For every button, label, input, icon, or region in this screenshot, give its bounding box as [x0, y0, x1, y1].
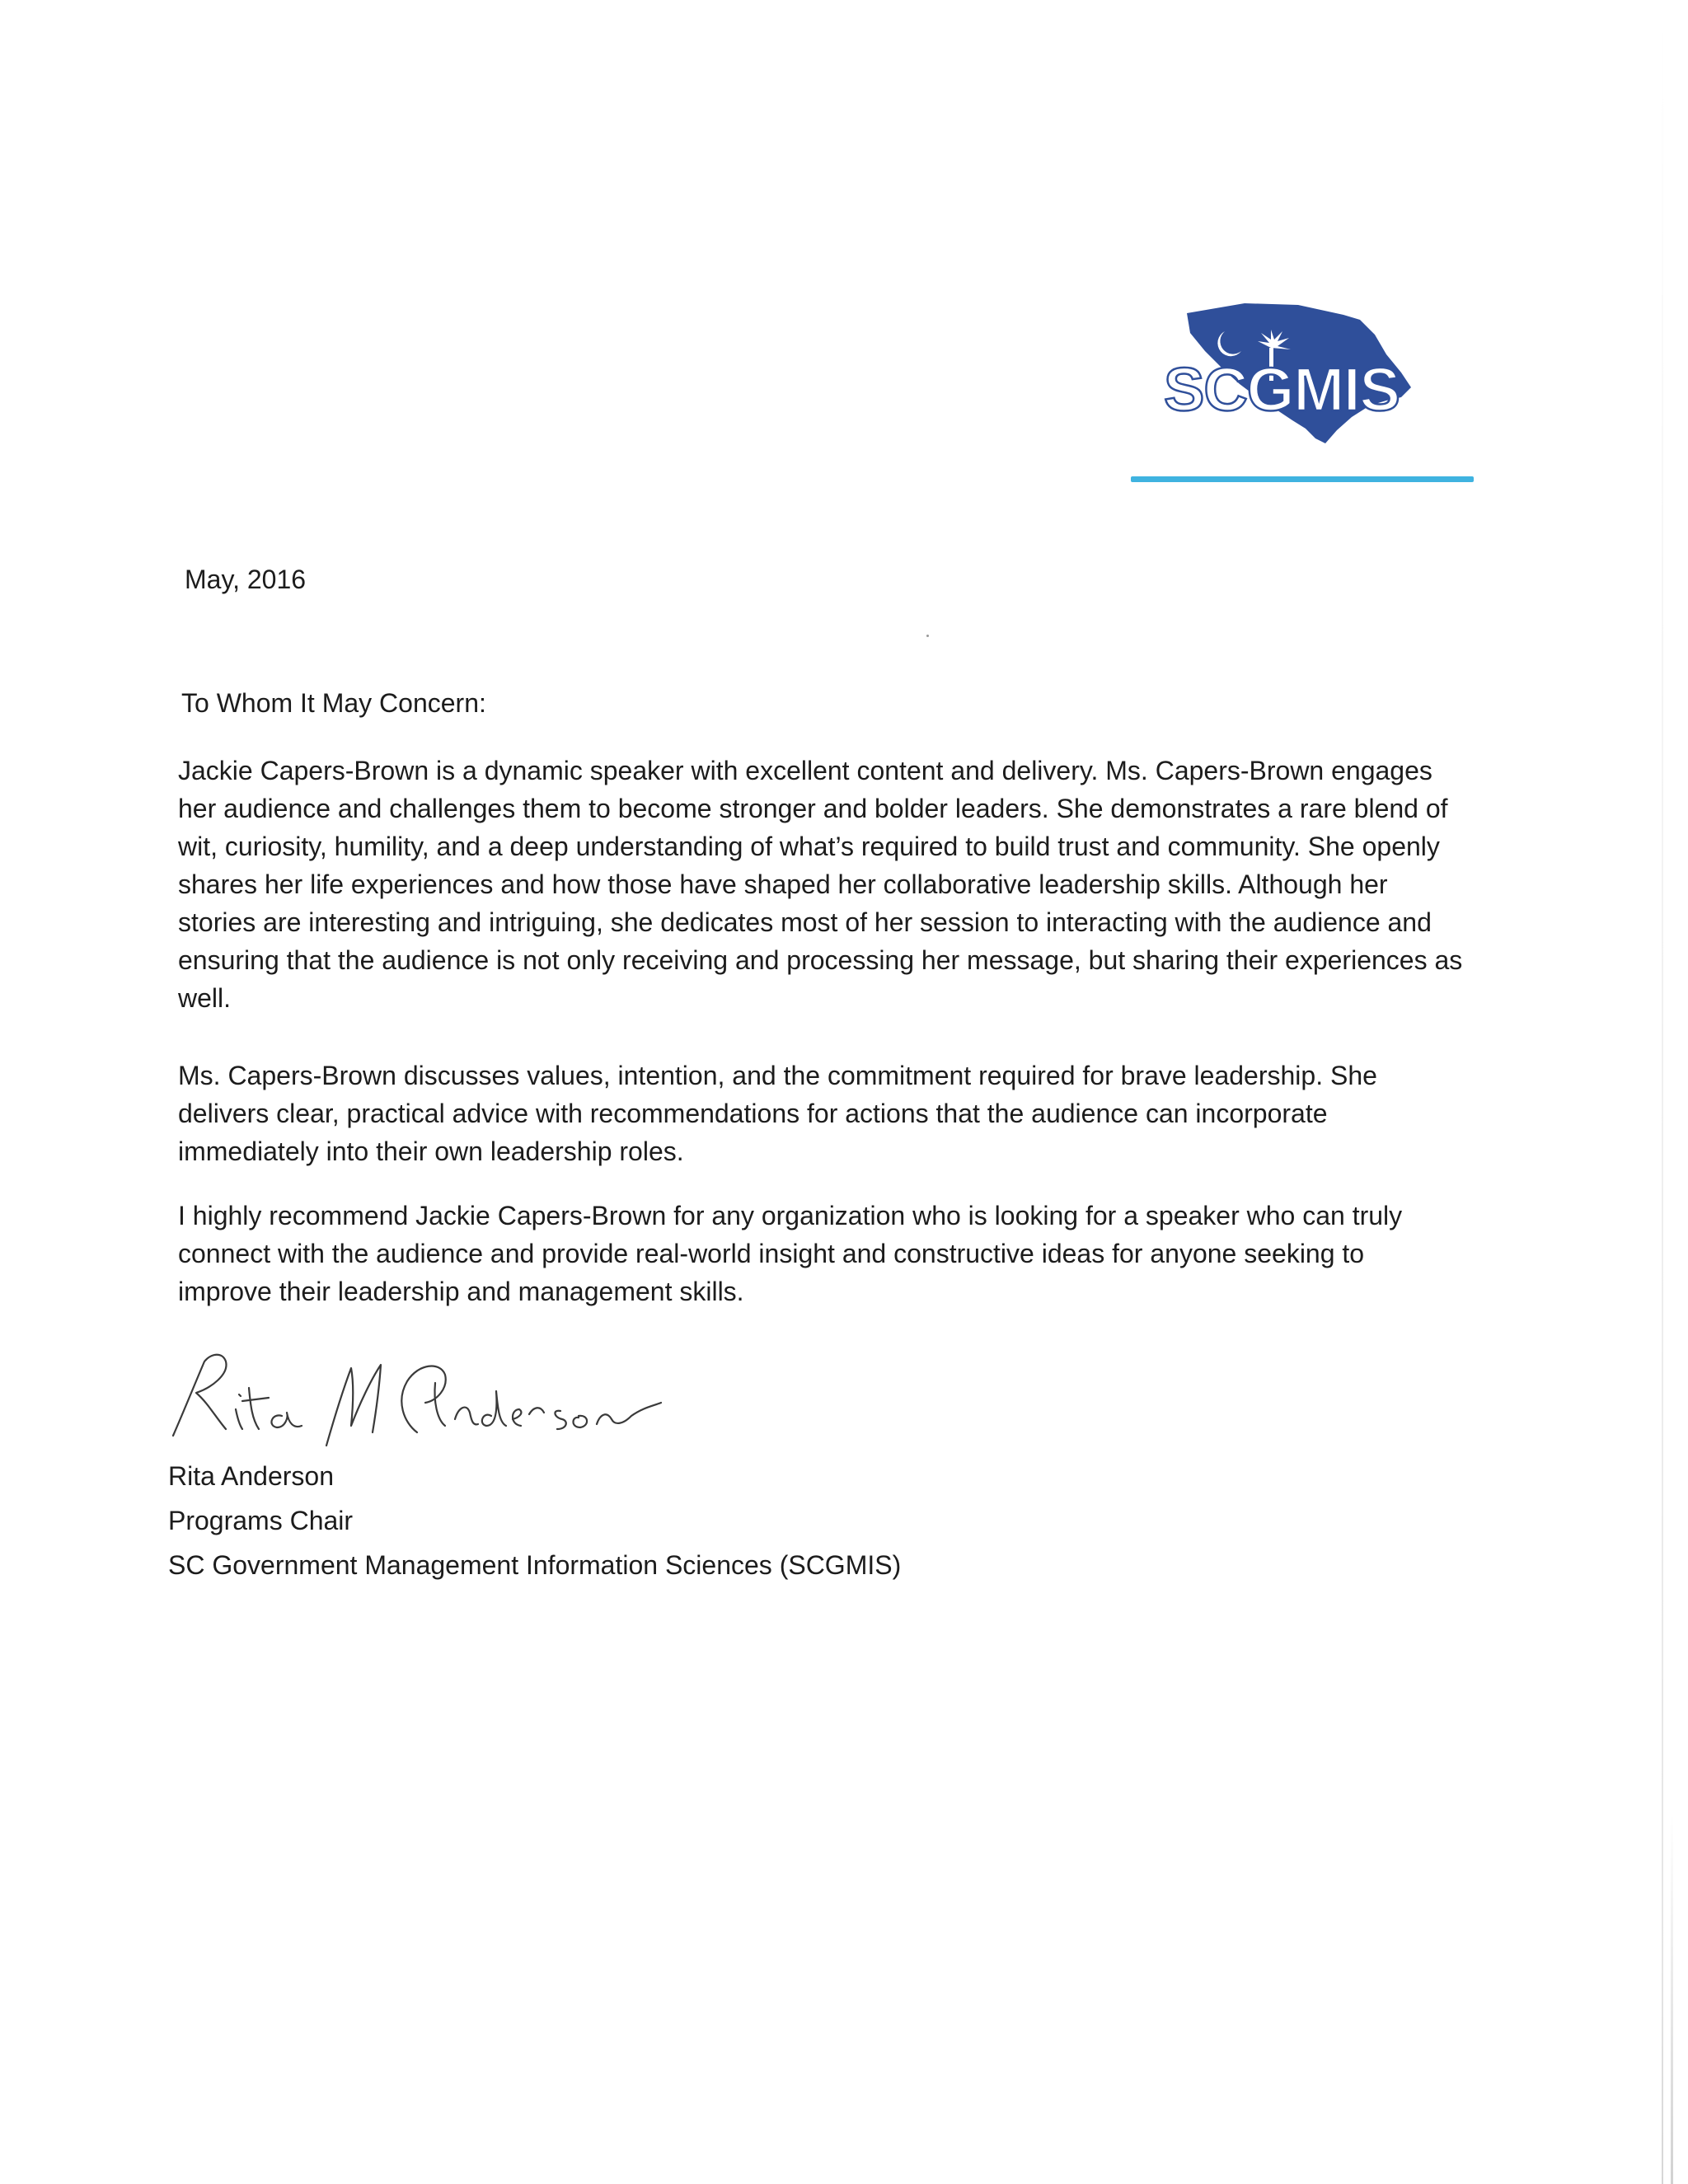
scan-speck: [926, 635, 929, 637]
signer-title: Programs Chair: [168, 1506, 354, 1535]
scan-edge: [1662, 0, 1663, 2184]
body-paragraph-2: Ms. Capers-Brown discusses values, intention, and the commitment required for brave leadership. She delivers clear, practical advice with recommendations for actions that the audience can incorporate immediately into their own leadership roles.: [178, 1061, 1377, 1166]
handwritten-signature: [157, 1343, 668, 1451]
signer-name: Rita Anderson: [168, 1461, 335, 1491]
body-paragraph-3: I highly recommend Jackie Capers-Brown for any organization who is looking for a speaker who can truly connect with the audience and provide real-world insight and constructive ideas for anyone seeking to improve their leadership and management skills.: [178, 1201, 1403, 1306]
body-paragraph-1: Jackie Capers-Brown is a dynamic speaker with excellent content and delivery. Ms. Capers-Brown engages her audience and challenges them to become stronger and bolder leaders. She demonstrates a rare blend of wit, curiosity, humility, and a deep understanding of what’s required to build trust and community. She openly shares her life experiences and how those have shaped her collaborative leadership skills. Although her stories are interesting and intriguing, she dedicates most of her session to interacting with the audience and ensuring that the audience is not only receiving and processing her message, but sharing their experiences as well.: [178, 756, 1463, 1013]
letter-date: May, 2016: [185, 565, 307, 594]
signer-block: [168, 1454, 901, 1587]
scgmis-logo: [1154, 297, 1467, 445]
signer-organization: SC Government Management Information Sciences (SCGMIS): [168, 1550, 902, 1580]
logo-text: SCGMIS: [1164, 355, 1400, 424]
scan-edge-shadow: [1671, 1813, 1673, 2184]
logo-underline: [1131, 476, 1474, 482]
salutation: To Whom It May Concern:: [181, 688, 486, 718]
